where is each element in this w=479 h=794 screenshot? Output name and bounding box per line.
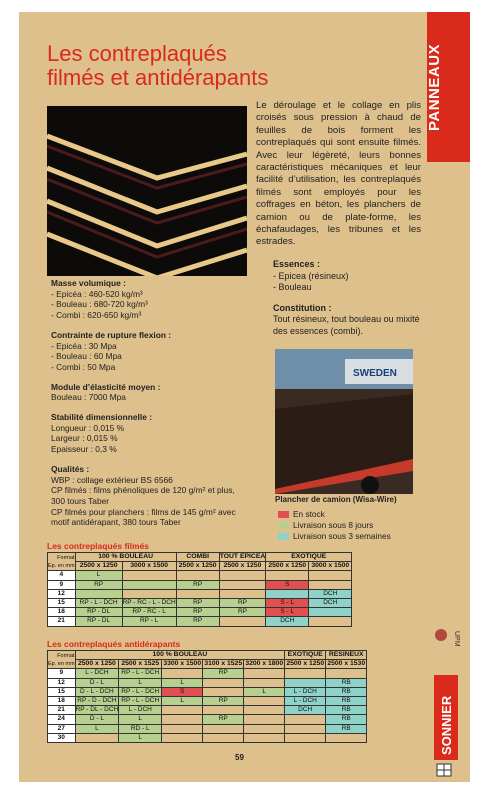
legend-swatch-red	[278, 511, 289, 518]
stab-line: Longueur : 0,015 %	[51, 422, 125, 433]
qual-line: WBP : collage extérieur BS 6566	[51, 474, 173, 485]
constitution-text: Tout résineux, tout bouleau ou mixité des essences (combi).	[273, 314, 420, 336]
rupture-line: - Combi : 50 Mpa	[51, 361, 116, 372]
format-header: 3100 x 1525	[204, 660, 243, 668]
masse-line: - Combi : 620-650 kg/m³	[51, 310, 142, 321]
legend-swatch-green	[278, 522, 289, 529]
module-title: Module d’élasticité moyen :	[51, 381, 161, 392]
specs-block	[51, 278, 251, 528]
table-row: 9 L - DCH RP - L - DCH RP	[48, 669, 367, 678]
masse-title: Masse volumique :	[51, 278, 126, 288]
grid-icon	[437, 764, 451, 776]
table-row: 18 RP - D - DCH RP - L - DCH L RP L - DCH RB	[48, 696, 367, 705]
side-tab-label: PANNEAUX	[426, 43, 443, 131]
masse-line: - Epicéa : 460-520 kg/m³	[51, 288, 143, 299]
sonnier-logo: SONNIER	[439, 695, 454, 755]
group-header: EXOTIQUE	[266, 553, 352, 562]
format-header: 2500 x 1250	[219, 562, 266, 571]
format-header: 3000 x 1500	[309, 562, 352, 571]
constitution-title: Constitution :	[273, 302, 332, 313]
table-row: 15 RP - L - DCH RP - RC - L - DCH RP RP S - L DCH	[48, 598, 352, 607]
table-row: 27 L RD - L RB	[48, 724, 367, 733]
title-line-2: filmés et antidérapants	[47, 65, 269, 90]
upm-logo: UPM	[453, 631, 460, 647]
stab-line: Largeur : 0,015 %	[51, 433, 118, 444]
format-header: 3000 x 1500	[122, 562, 176, 571]
plywood-photo	[47, 106, 247, 276]
page	[19, 12, 470, 782]
format-header: 2500 x 1250	[75, 562, 122, 571]
stab-title: Stabilité dimensionnelle :	[51, 412, 152, 423]
group-header: 100 % BOULEAU	[75, 553, 176, 562]
legend-swatch-cyan	[278, 533, 289, 540]
legend-item: En stock	[278, 509, 391, 520]
page-number: 59	[235, 753, 244, 762]
rupture-title: Contrainte de rupture flexion :	[51, 329, 172, 340]
brand-logos	[431, 627, 461, 777]
table-row: 12 D - L L L RB	[48, 678, 367, 687]
table1-title: Les contreplaqués filmés	[47, 541, 150, 551]
table-corner: Format Ep. en mm	[48, 651, 76, 669]
table-row: 21 RP - DL - DCH L - DCH DCH RB	[48, 706, 367, 715]
format-header: 2500 x 1525	[119, 660, 162, 669]
legend-item: Livraison sous 3 semaines	[278, 531, 391, 542]
rupture-line: - Bouleau : 60 Mpa	[51, 351, 122, 362]
truck-sign: SWEDEN	[353, 368, 397, 379]
table-filmes	[47, 552, 352, 627]
legend-item: Livraison sous 8 jours	[278, 520, 391, 531]
format-header: 2500 x 1530	[327, 660, 366, 668]
format-header: 3300 x 1500	[163, 660, 202, 668]
qual-line: CP filmés pour planchers : films de 145 g/m² avec motif antidérapant, 380 tours Taber	[51, 506, 236, 528]
module-line: Bouleau : 7000 Mpa	[51, 392, 126, 403]
qual-title: Qualités :	[51, 463, 90, 474]
group-header: EXOTIQUE	[285, 651, 326, 660]
table-corner: Format Ep. en mm	[48, 553, 76, 571]
intro-text: Le déroulage et le collage en plis croisés sous pression à chaud de feuilles de bois forment les contreplaqués qui sont ensuite filmés. Avec leur légèreté, leurs bonnes caractéristiques mécaniques et leur facilité d’utilisation, les contreplaqués filmés sont employés pour les coffrages en béton, les planchers de camion ou de plate-forme, les échafaudages, les tribunes et les estrades.	[256, 100, 421, 248]
format-header: 2500 x 1250	[266, 562, 309, 571]
group-header: 100 % BOULEAU	[75, 651, 285, 660]
table-row: 9 RP RP S	[48, 580, 352, 589]
table2-title: Les contreplaqués antidérapants	[47, 639, 181, 649]
table-antiderapants	[47, 650, 367, 743]
truck-floor-photo	[275, 349, 413, 494]
essence-item: - Bouleau	[273, 282, 312, 292]
title-line-1: Les contreplaqués	[47, 41, 227, 66]
table-row: 24 D - L L RP RB	[48, 715, 367, 724]
table-row: 30 L	[48, 733, 367, 742]
format-header: 3200 x 1800	[245, 660, 284, 668]
legend	[278, 509, 391, 542]
table-row: 21 RP - DL RP - L RP DCH	[48, 617, 352, 626]
rupture-line: - Epicéa : 30 Mpa	[51, 340, 117, 351]
essence-item: - Epicea (résineux)	[273, 270, 349, 281]
table-row: 18 RP - DL RP - RC - L RP RP S - L	[48, 608, 352, 617]
format-header: 2500 x 1250	[176, 562, 219, 571]
group-header: COMBI	[176, 553, 219, 562]
stab-line: Epaisseur : 0,3 %	[51, 444, 117, 455]
table-row: 4 L	[48, 571, 352, 580]
format-header: 2500 x 1250	[75, 660, 119, 669]
essences-title: Essences :	[273, 259, 321, 269]
masse-line: - Bouleau : 680-720 kg/m³	[51, 299, 148, 310]
essences-block	[273, 259, 433, 337]
table-row: 15 D - L - DCH RP - L - DCH S L L - DCH RB	[48, 687, 367, 696]
group-header: TOUT EPICEA	[219, 553, 266, 561]
group-header: RESINEUX	[326, 651, 367, 660]
truck-caption: Plancher de camion (Wisa-Wire)	[275, 495, 397, 504]
format-header: 2500 x 1250	[286, 660, 325, 668]
table-row: 12 DCH	[48, 589, 352, 598]
qual-line: CP filmés : films phénoliques de 120 g/m² et plus, 300 tours Taber	[51, 485, 235, 506]
page-title	[47, 42, 407, 90]
